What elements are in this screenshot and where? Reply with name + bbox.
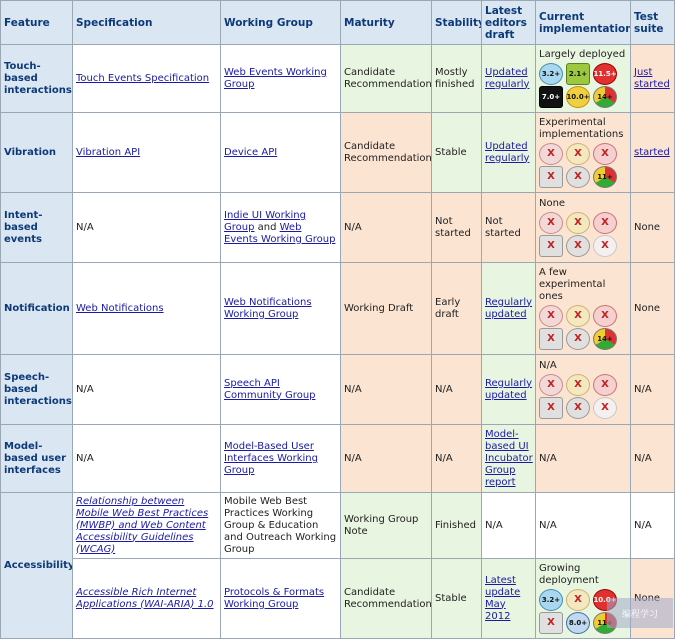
- maturity-cell: Candidate Recommendation: [341, 113, 432, 193]
- draft-cell: Not started: [482, 193, 536, 263]
- impl-cell: [536, 355, 631, 425]
- blackberry-icon: X: [539, 328, 563, 350]
- wg-link[interactable]: Indie UI Working Group: [224, 210, 306, 233]
- chrome-icon: 11+: [593, 612, 617, 634]
- browser-icons: [539, 212, 627, 257]
- browser-icons: [539, 305, 627, 350]
- draft-cell: N/A: [482, 493, 536, 559]
- feature-cell: Notification: [1, 263, 73, 355]
- wg-link[interactable]: Web Events Working Group: [224, 67, 327, 90]
- test-cell: None: [631, 263, 675, 355]
- spec-cell: N/A: [73, 193, 221, 263]
- impl-cell: [536, 193, 631, 263]
- impl-status: Experimental implementations: [539, 117, 627, 141]
- maturity-cell: N/A: [341, 193, 432, 263]
- opera-icon: 10.0+: [593, 589, 617, 611]
- safari-icon: X: [566, 328, 590, 350]
- impl-cell: [536, 45, 631, 113]
- table-row: [1, 355, 675, 425]
- draft-link[interactable]: Latest update May 2012: [485, 575, 520, 622]
- blackberry-icon: X: [539, 235, 563, 257]
- stability-cell: Not started: [432, 193, 482, 263]
- spec-link[interactable]: Accessible Rich Internet Applications (WAI-ARIA) 1.0: [76, 587, 214, 610]
- col-implementations: Current implementations: [536, 1, 631, 45]
- draft-link[interactable]: Model-based UI Incubator Group report: [485, 429, 533, 488]
- browser-icons: [539, 143, 627, 188]
- stability-cell: Stable: [432, 113, 482, 193]
- opera-icon: X: [593, 305, 617, 327]
- wg-link[interactable]: Speech API Community Group: [224, 378, 316, 401]
- opera-icon: X: [593, 143, 617, 165]
- firefox-icon: X: [566, 374, 590, 396]
- test-cell: N/A: [631, 355, 675, 425]
- stability-cell: Mostly finished: [432, 45, 482, 113]
- firefox-icon: X: [566, 589, 590, 611]
- col-specification: Specification: [73, 1, 221, 45]
- android-icon: 2.1+: [566, 63, 590, 85]
- col-test-suite: Test suite: [631, 1, 675, 45]
- ie-icon: 3.2+: [539, 63, 563, 85]
- ie-icon: 3.2+: [539, 589, 563, 611]
- maturity-cell: Candidate Recommendation: [341, 559, 432, 639]
- opera-icon: 11.5+: [593, 63, 617, 85]
- chrome-icon: 14+: [593, 328, 617, 350]
- feature-cell: Intent-based events: [1, 193, 73, 263]
- test-cell: None: [631, 559, 675, 639]
- wg-link[interactable]: Web Notifications Working Group: [224, 297, 312, 320]
- spec-link[interactable]: Relationship between Mobile Web Best Practices (MWBP) and Web Content Accessibility Guidelines (WCAG): [76, 496, 208, 555]
- stability-cell: Early draft: [432, 263, 482, 355]
- maturity-cell: Working Draft: [341, 263, 432, 355]
- test-link[interactable]: started: [634, 147, 670, 158]
- impl-status: A few experimental ones: [539, 267, 627, 303]
- ie-icon: X: [539, 305, 563, 327]
- test-cell: N/A: [631, 493, 675, 559]
- spec-link[interactable]: Web Notifications: [76, 303, 164, 314]
- firefox-icon: X: [566, 305, 590, 327]
- feature-cell: Touch-based interactions: [1, 45, 73, 113]
- browser-icons: [539, 63, 627, 108]
- table-row: [1, 425, 675, 493]
- impl-status: Growing deployment: [539, 563, 627, 587]
- spec-link[interactable]: Vibration API: [76, 147, 140, 158]
- opera-icon: X: [593, 374, 617, 396]
- table-row: [1, 193, 675, 263]
- blackberry-icon: X: [539, 397, 563, 419]
- feature-cell: Model-based user interfaces: [1, 425, 73, 493]
- firefox-icon: 10.0+: [566, 86, 590, 108]
- feature-cell: Speech-based interactions: [1, 355, 73, 425]
- impl-cell: N/A: [536, 493, 631, 559]
- safari-icon: X: [566, 235, 590, 257]
- firefox-icon: X: [566, 212, 590, 234]
- chrome-icon: X: [593, 235, 617, 257]
- col-maturity: Maturity: [341, 1, 432, 45]
- draft-link[interactable]: Regularly updated: [485, 297, 532, 320]
- feature-cell: Accessibility: [1, 493, 73, 639]
- col-feature: Feature: [1, 1, 73, 45]
- maturity-cell: N/A: [341, 355, 432, 425]
- ie-icon: X: [539, 143, 563, 165]
- stability-cell: Stable: [432, 559, 482, 639]
- spec-link[interactable]: Touch Events Specification: [76, 73, 209, 84]
- table-row: [1, 113, 675, 193]
- impl-status: None: [539, 198, 627, 210]
- blackberry-icon: X: [539, 166, 563, 188]
- impl-cell: N/A: [536, 425, 631, 493]
- stability-cell: N/A: [432, 355, 482, 425]
- table-row: [1, 45, 675, 113]
- blackberry-icon: 7.0+: [539, 86, 563, 108]
- opera-icon: X: [593, 212, 617, 234]
- maturity-cell: Working Group Note: [341, 493, 432, 559]
- wg-cell: Mobile Web Best Practices Working Group & Education and Outreach Working Group: [221, 493, 341, 559]
- impl-status: N/A: [539, 360, 627, 372]
- table-row: [1, 263, 675, 355]
- impl-status: Largely deployed: [539, 49, 627, 61]
- impl-cell: [536, 263, 631, 355]
- col-latest-draft: Latest editors draft: [482, 1, 536, 45]
- blackberry-icon: X: [539, 612, 563, 634]
- chrome-icon: 14+: [593, 86, 617, 108]
- spec-cell: N/A: [73, 355, 221, 425]
- impl-cell: [536, 113, 631, 193]
- firefox-icon: X: [566, 143, 590, 165]
- stability-cell: N/A: [432, 425, 482, 493]
- maturity-cell: N/A: [341, 425, 432, 493]
- wg-link[interactable]: Device API: [224, 147, 277, 158]
- chrome-icon: 11+: [593, 166, 617, 188]
- ie-icon: X: [539, 212, 563, 234]
- safari-icon: 8.0+: [566, 612, 590, 634]
- col-stability: Stability: [432, 1, 482, 45]
- wg-link[interactable]: Protocols & Formats Working Group: [224, 587, 324, 610]
- safari-icon: X: [566, 166, 590, 188]
- table-row: [1, 559, 675, 639]
- maturity-cell: Candidate Recommendation: [341, 45, 432, 113]
- chrome-icon: X: [593, 397, 617, 419]
- test-cell: None: [631, 193, 675, 263]
- feature-cell: Vibration: [1, 113, 73, 193]
- header-row: [1, 1, 675, 45]
- test-cell: N/A: [631, 425, 675, 493]
- wg-and: and: [254, 222, 279, 233]
- watermark-logo: 编程学习: [607, 598, 673, 628]
- stability-cell: Finished: [432, 493, 482, 559]
- test-link[interactable]: Just started: [634, 67, 670, 90]
- draft-link[interactable]: Updated regularly: [485, 67, 529, 90]
- col-working-group: Working Group: [221, 1, 341, 45]
- ie-icon: X: [539, 374, 563, 396]
- draft-link[interactable]: Updated regularly: [485, 141, 529, 164]
- draft-link[interactable]: Regularly updated: [485, 378, 532, 401]
- safari-icon: X: [566, 397, 590, 419]
- spec-cell: N/A: [73, 425, 221, 493]
- wg-cell: [221, 193, 341, 263]
- browser-icons: [539, 374, 627, 419]
- table-row: [1, 493, 675, 559]
- wg-link[interactable]: Model-Based User Interfaces Working Group: [224, 441, 318, 476]
- wg-link[interactable]: Web Events Working Group: [224, 222, 335, 245]
